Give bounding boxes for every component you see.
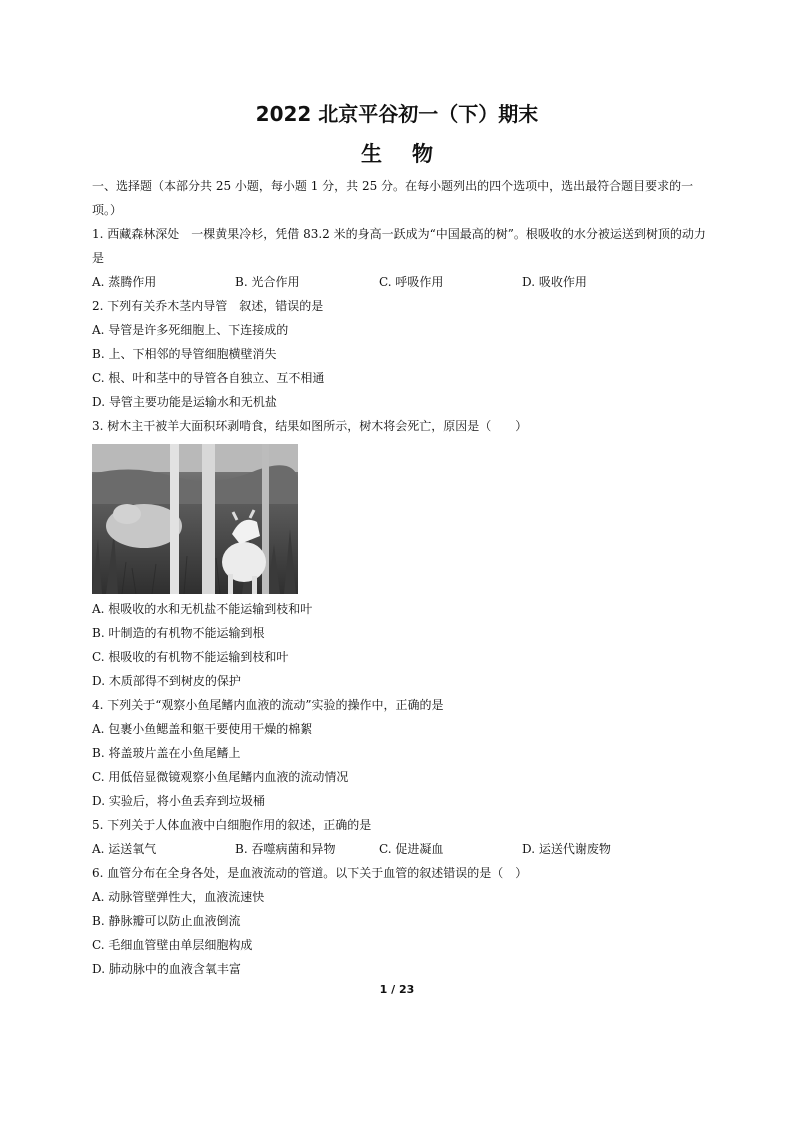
question-4-option-d: D. 实验后，将小鱼丢弃到垃圾桶 [92,794,265,808]
question-6-option-c: C. 毛细血管壁由单层细胞构成 [92,938,253,952]
exam-title: 2022 北京平谷初一（下）期末 [255,102,539,126]
question-6-stem: 6. 血管分布在全身各处，是血液流动的管道。以下关于血管的叙述错误的是（ ） [92,866,528,880]
question-1-stem-cont: 是 [92,251,105,265]
question-3-stem: 3. 树木主干被羊大面积环剥啃食，结果如图所示，树木将会死亡，原因是（ ） [92,419,528,433]
question-2-option-d: D. 导管主要功能是运输水和无机盐 [92,395,277,409]
question-4-option-c: C. 用低倍显微镜观察小鱼尾鳍内血液的流动情况 [92,770,349,784]
question-3-option-d: D. 木质部得不到树皮的保护 [92,674,241,688]
question-4-option-b: B. 将盖玻片盖在小鱼尾鳍上 [92,746,241,760]
question-3-option-b: B. 叶制造的有机物不能运输到根 [92,626,265,640]
question-1-option-d: D. 吸收作用 [522,275,587,289]
question-5-option-a: A. 运送氧气 [92,842,157,856]
question-6-option-d: D. 肺动脉中的血液含氧丰富 [92,962,241,976]
question-1-option-a: A. 蒸腾作用 [92,275,157,289]
question-3-option-a: A. 根吸收的水和无机盐不能运输到枝和叶 [92,602,313,616]
question-5-option-b: B. 吞噬病菌和异物 [235,842,336,856]
page-number: 1 / 23 [379,983,415,996]
question-6-option-a: A. 动脉管壁弹性大，血液流速快 [92,890,265,904]
question-5-option-c: C. 促进凝血 [379,842,444,856]
section-intro-cont: 项。） [92,203,123,217]
question-6-option-b: B. 静脉瓣可以防止血液倒流 [92,914,241,928]
question-5-option-d: D. 运送代谢废物 [522,842,611,856]
question-2-option-b: B. 上、下相邻的导管细胞横壁消失 [92,347,277,361]
question-5-stem: 5. 下列关于人体血液中白细胞作用的叙述，正确的是 [92,818,372,832]
question-2-option-c: C. 根、叶和茎中的导管各自独立、互不相通 [92,371,325,385]
question-2-option-a: A. 导管是许多死细胞上、下连接成的 [92,323,289,337]
subject-title: 生物 [361,141,463,166]
question-4-stem: 4. 下列关于“观察小鱼尾鳍内血液的流动”实验的操作中，正确的是 [92,698,444,712]
question-2-stem: 2. 下列有关乔木茎内导管 叙述，错误的是 [92,299,324,313]
question-1-stem: 1. 西藏森林深处 一棵黄果冷杉，凭借 83.2 米的身高一跃成为“中国最高的树”。根吸收的水分被运送到树顶的动力 [92,227,706,241]
question-1-option-c: C. 呼吸作用 [379,275,444,289]
question-3-option-c: C. 根吸收的有机物不能运输到枝和叶 [92,650,289,664]
goat-tree-photo [92,444,298,594]
question-4-option-a: A. 包裹小鱼鳃盖和躯干要使用干燥的棉絮 [92,722,313,736]
section-intro: 一、选择题（本部分共 25 小题，每小题 1 分，共 25 分。在每小题列出的四个选项中，选出最符合题目要求的一 [92,179,694,193]
question-1-option-b: B. 光合作用 [235,275,300,289]
